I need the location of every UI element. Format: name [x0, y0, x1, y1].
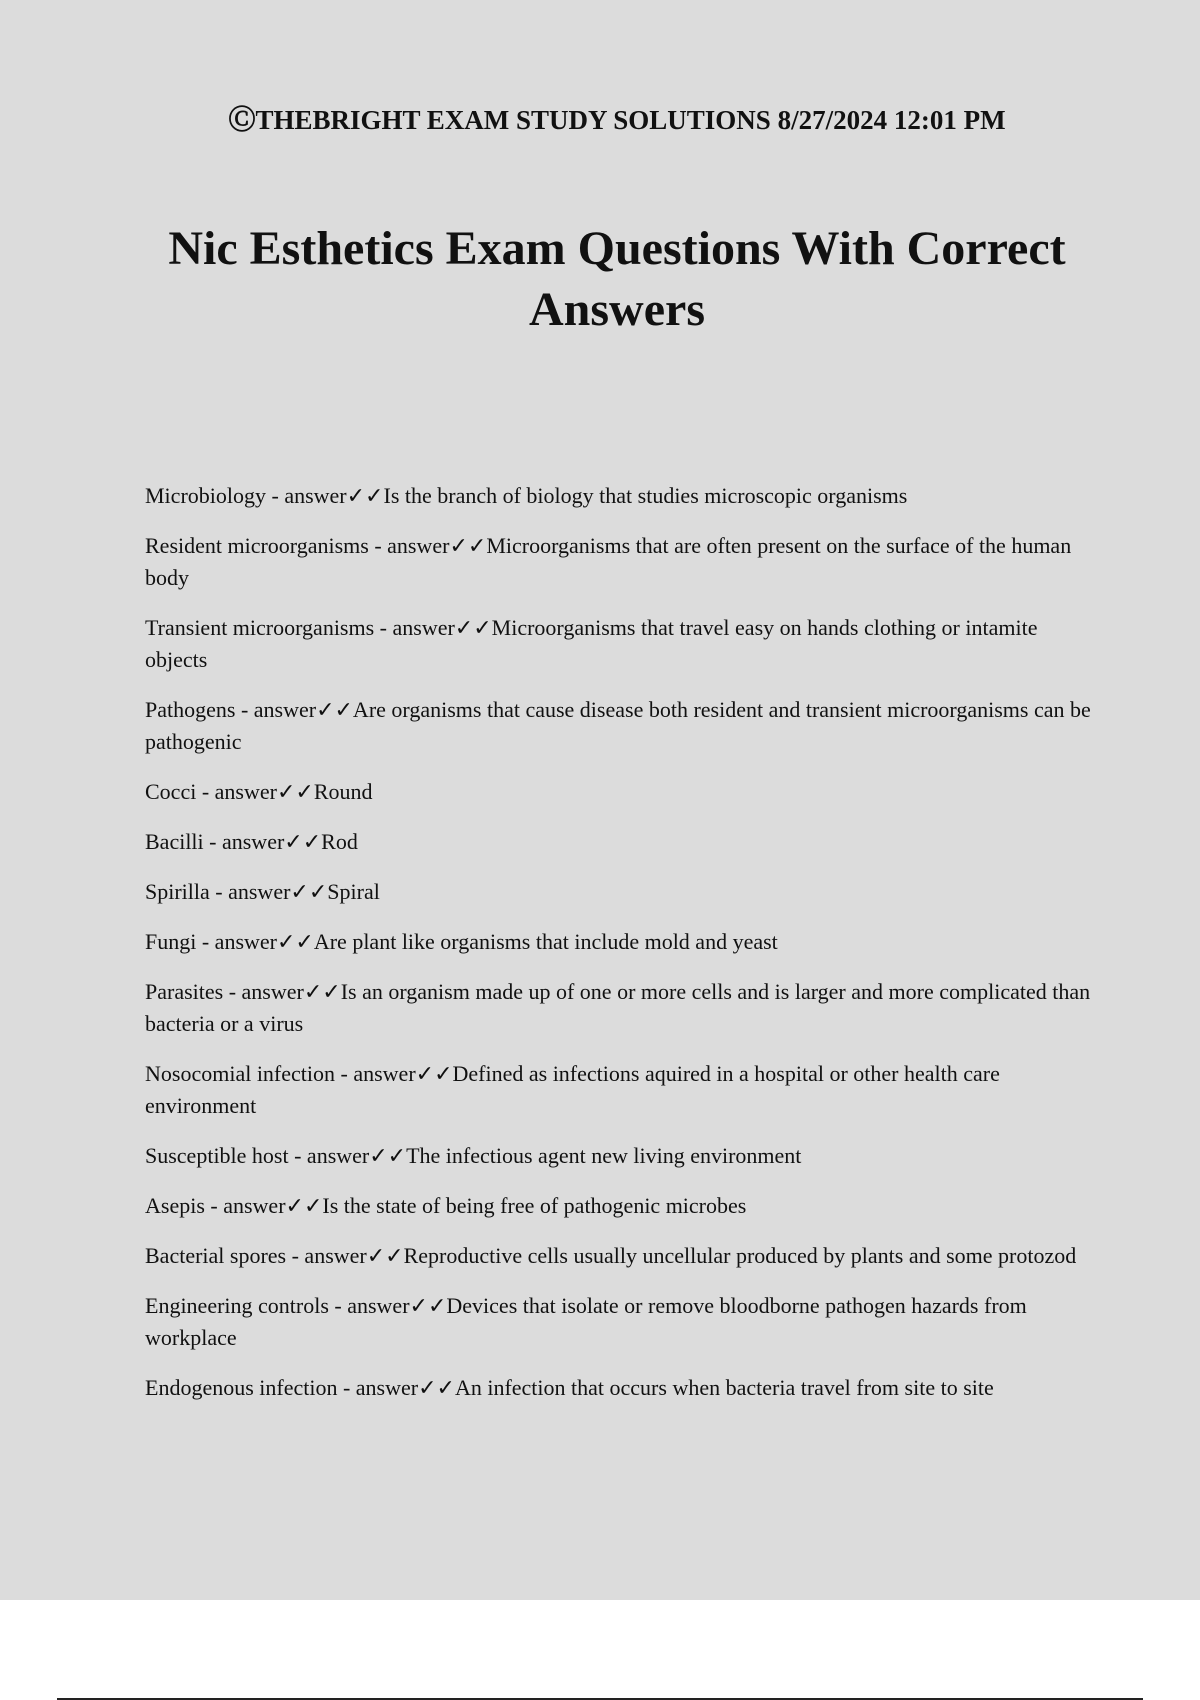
list-item: Engineering controls - answer✓✓Devices that isolate or remove bloodborne pathogen hazards from workplace — [145, 1293, 1027, 1350]
document-title: Nic Esthetics Exam Questions With Correct Answers — [168, 222, 1066, 336]
list-item: Bacilli - answer✓✓Rod — [145, 829, 358, 854]
qa-list — [145, 480, 1095, 1422]
list-item: Endogenous infection - answer✓✓An infection that occurs when bacteria travel from site to site — [145, 1375, 994, 1400]
list-item: Transient microorganisms - answer✓✓Microorganisms that travel easy on hands clothing or intamite objects — [145, 615, 1038, 672]
list-item: Parasites - answer✓✓Is an organism made up of one or more cells and is larger and more complicated than bacteria or a virus — [145, 979, 1091, 1036]
list-item: Fungi - answer✓✓Are plant like organisms that include mold and yeast — [145, 929, 778, 954]
list-item: Nosocomial infection - answer✓✓Defined as infections aquired in a hospital or other health care environment — [145, 1061, 1000, 1118]
list-item: Cocci - answer✓✓Round — [145, 779, 373, 804]
list-item: Susceptible host - answer✓✓The infectious agent new living environment — [145, 1143, 802, 1168]
list-item: Microbiology - answer✓✓Is the branch of biology that studies microscopic organisms — [145, 483, 908, 508]
list-item: Bacterial spores - answer✓✓Reproductive cells usually uncellular produced by plants and some protozod — [145, 1243, 1077, 1268]
list-item: Asepis - answer✓✓Is the state of being free of pathogenic microbes — [145, 1193, 747, 1218]
header-copyright-line: ⒸTHEBRIGHT EXAM STUDY SOLUTIONS 8/27/2024 12:01 PM — [228, 105, 1006, 135]
list-item: Spirilla - answer✓✓Spiral — [145, 879, 380, 904]
list-item: Resident microorganisms - answer✓✓Microorganisms that are often present on the surface of the human body — [145, 533, 1072, 590]
list-item: Pathogens - answer✓✓Are organisms that cause disease both resident and transient microorganisms can be pathogenic — [145, 697, 1091, 754]
